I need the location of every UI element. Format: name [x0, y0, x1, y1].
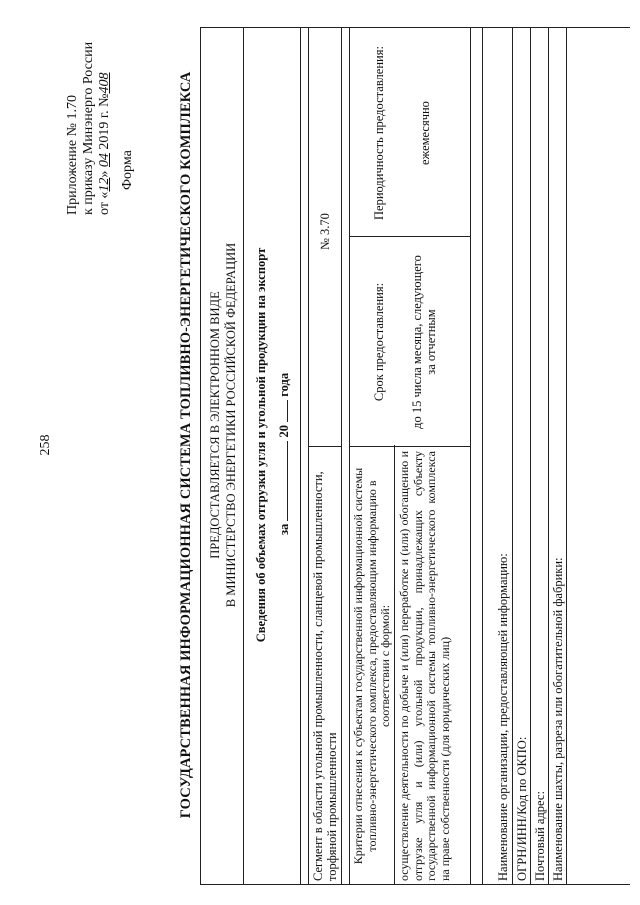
segment-number: № 3.70 — [318, 213, 332, 250]
criteria-col-divider-2 — [349, 236, 470, 237]
submitted-line-2: В МИНИСТЕРСТВО ЭНЕРГЕТИКИ РОССИЙСКОЙ ФЕДЕРАЦИИ — [224, 242, 238, 608]
date-year: 2019 г. № — [97, 93, 112, 150]
appendix-line-1: Приложение № 1.70 — [65, 95, 80, 215]
appendix-line-2: к приказу Минэнерго России — [81, 41, 96, 215]
appendix-line-3 — [97, 0, 113, 215]
org-ogrn-label: ОГРН/ИНН/Код по ОКПО: — [515, 736, 529, 881]
deadline-text: до 15 числа месяца, следующего за отчетным — [410, 255, 438, 429]
deadline-header: Срок предоставления: — [372, 282, 386, 402]
period-blank-1 — [275, 441, 288, 521]
frequency-header: Периодичность предоставления: — [372, 46, 386, 220]
date-mid: » — [97, 170, 112, 178]
org-address-label: Почтовый адрес: — [533, 791, 547, 881]
submitted-line-1: ПРЕДОСТАВЛЯЕТСЯ В ЭЛЕКТРОННОМ ВИДЕ — [208, 291, 222, 559]
org-line-1 — [512, 27, 513, 885]
criteria-sub-line — [394, 445, 395, 885]
segment-top-line — [308, 27, 309, 885]
criteria-top-line — [349, 27, 350, 885]
segment-divider — [308, 446, 341, 447]
org-mine-label: Наименование шахты, разреза или обогатительной фабрики: — [551, 557, 565, 881]
org-top-line — [482, 27, 483, 885]
org-line-4 — [566, 27, 567, 885]
report-period-year: 20 — [277, 424, 291, 438]
divider-1 — [243, 27, 244, 885]
report-title-line-2 — [275, 275, 291, 535]
report-period-suffix: года — [277, 372, 291, 397]
form-label: Форма — [120, 150, 135, 190]
date-day: 12 — [97, 177, 112, 192]
report-title-line-1: Сведения об объемах отгрузки угля и угольной продукции на экспорт — [254, 247, 268, 643]
date-prefix: от « — [97, 191, 112, 215]
segment-text: Сегмент в области угольной промышленности, сланцевой промышленности, торфяной промышленности — [311, 471, 339, 881]
main-title: ГОСУДАРСТВЕННАЯ ИНФОРМАЦИОННАЯ СИСТЕМА ТОПЛИВНО-ЭНЕРГЕТИЧЕСКОГО КОМПЛЕКСА — [178, 71, 194, 819]
report-period-prefix: за — [277, 523, 291, 535]
frequency-text: ежемесячно — [418, 101, 432, 165]
period-blank-2 — [275, 400, 288, 422]
org-name-label: Наименование организации, предоставляющей информацию: — [496, 553, 510, 881]
segment-bottom-line — [341, 27, 342, 885]
criteria-col-divider-1 — [349, 446, 470, 447]
page-number: 258 — [38, 434, 53, 456]
org-line-2 — [530, 27, 531, 885]
order-number: 408 — [97, 72, 112, 94]
frame-top-line — [200, 27, 201, 885]
criteria-header: Критерии отнесения к субъектам государственной информационной системы топливно-энергетического комплекса, предоставляющим информацию в соответствии с формой: — [351, 467, 392, 865]
appendix-block — [65, 0, 113, 215]
date-month: 04 — [97, 153, 112, 168]
criteria-bottom-line — [470, 27, 471, 885]
org-line-3 — [548, 27, 549, 885]
criteria-text: осуществление деятельности по добыче и (или) переработке и (или) обогащению и отгрузке угля и (или) угольной продукции, принадлежащих субъекту государственной информационной системы топливно-энергетического комплекса на праве собственности (для юридических лиц) — [397, 451, 452, 881]
divider-2 — [300, 27, 301, 885]
